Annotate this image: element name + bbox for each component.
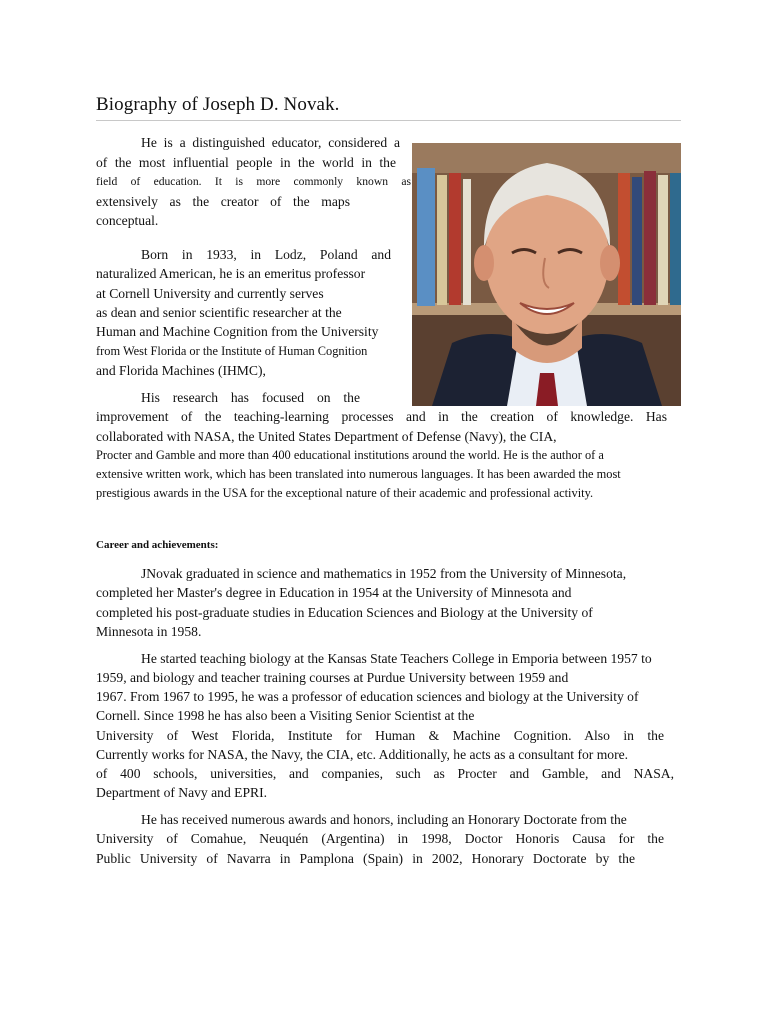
career-p2-line-3: 1967. From 1967 to 1995, he was a professor of education sciences and biology at the University of xyxy=(96,689,639,704)
title-rule xyxy=(96,120,681,121)
career-p1-line-2: completed her Master's degree in Education in 1954 at the University of Minnesota and xyxy=(96,585,572,600)
career-p1-line-4: Minnesota in 1958. xyxy=(96,624,202,639)
born-line-7: and Florida Machines (IHMC), xyxy=(96,363,266,378)
research-line-4: Procter and Gamble and more than 400 educational institutions around the world. He is the author of a xyxy=(96,448,604,462)
born-line-4: as dean and senior scientific researcher at the xyxy=(96,305,342,320)
portrait-photo xyxy=(412,143,681,406)
career-p3-line-1: He has received numerous awards and honors, including an Honorary Doctorate from the xyxy=(141,812,627,827)
research-line-3: collaborated with NASA, the United States Department of Defense (Navy), the CIA, xyxy=(96,429,557,444)
intro-line-1: He is a distinguished educator, considered a xyxy=(141,135,400,150)
page-title: Biography of Joseph D. Novak. xyxy=(96,94,340,115)
intro-line-5: conceptual. xyxy=(96,213,159,228)
career-p2-line-6: Currently works for NASA, the Navy, the CIA, etc. Additionally, he acts as a consultant for more. xyxy=(96,747,629,762)
career-heading: Career and achievements: xyxy=(96,539,219,551)
intro-line-2: of the most influential people in the world in the xyxy=(96,155,396,170)
research-line-2: improvement of the teaching-learning processes and in the creation of knowledge. Has xyxy=(96,409,667,424)
research-line-5: extensive written work, which has been translated into numerous languages. It has been awarded the most xyxy=(96,467,621,481)
career-p2-line-4: Cornell. Since 1998 he has also been a Visiting Senior Scientist at the xyxy=(96,708,475,723)
career-p3-line-3: Public University of Navarra in Pamplona (Spain) in 2002, Honorary Doctorate by the xyxy=(96,851,635,866)
born-line-2: naturalized American, he is an emeritus professor xyxy=(96,266,366,281)
born-line-5: Human and Machine Cognition from the University xyxy=(96,324,379,339)
career-p2-line-1: He started teaching biology at the Kansas State Teachers College in Emporia between 1957 to xyxy=(141,651,652,666)
born-line-3: at Cornell University and currently serves xyxy=(96,286,324,301)
research-line-1: His research has focused on the xyxy=(141,390,360,405)
career-p2-line-5: University of West Florida, Institute for Human & Machine Cognition. Also in the xyxy=(96,728,664,743)
intro-line-3: field of education. It is more commonly known as xyxy=(96,175,411,188)
career-p2-line-8: Department of Navy and EPRI. xyxy=(96,785,268,800)
career-p3-line-2: University of Comahue, Neuquén (Argentina) in 1998, Doctor Honoris Causa for the xyxy=(96,831,664,846)
career-p2-line-2: 1959, and biology and teacher training courses at Purdue University between 1959 and xyxy=(96,670,569,685)
intro-line-4: extensively as the creator of the maps xyxy=(96,194,350,209)
career-p1-line-1: JNovak graduated in science and mathematics in 1952 from the University of Minnesota, xyxy=(141,566,627,581)
born-line-1: Born in 1933, in Lodz, Poland and xyxy=(141,247,391,262)
research-line-6: prestigious awards in the USA for the exceptional nature of their academic and professional activity. xyxy=(96,486,594,500)
career-p1-line-3: completed his post-graduate studies in Education Sciences and Biology at the University of xyxy=(96,605,593,620)
career-p2-line-7: of 400 schools, universities, and companies, such as Procter and Gamble, and NASA, xyxy=(96,766,674,781)
born-line-6: from West Florida or the Institute of Human Cognition xyxy=(96,344,368,358)
